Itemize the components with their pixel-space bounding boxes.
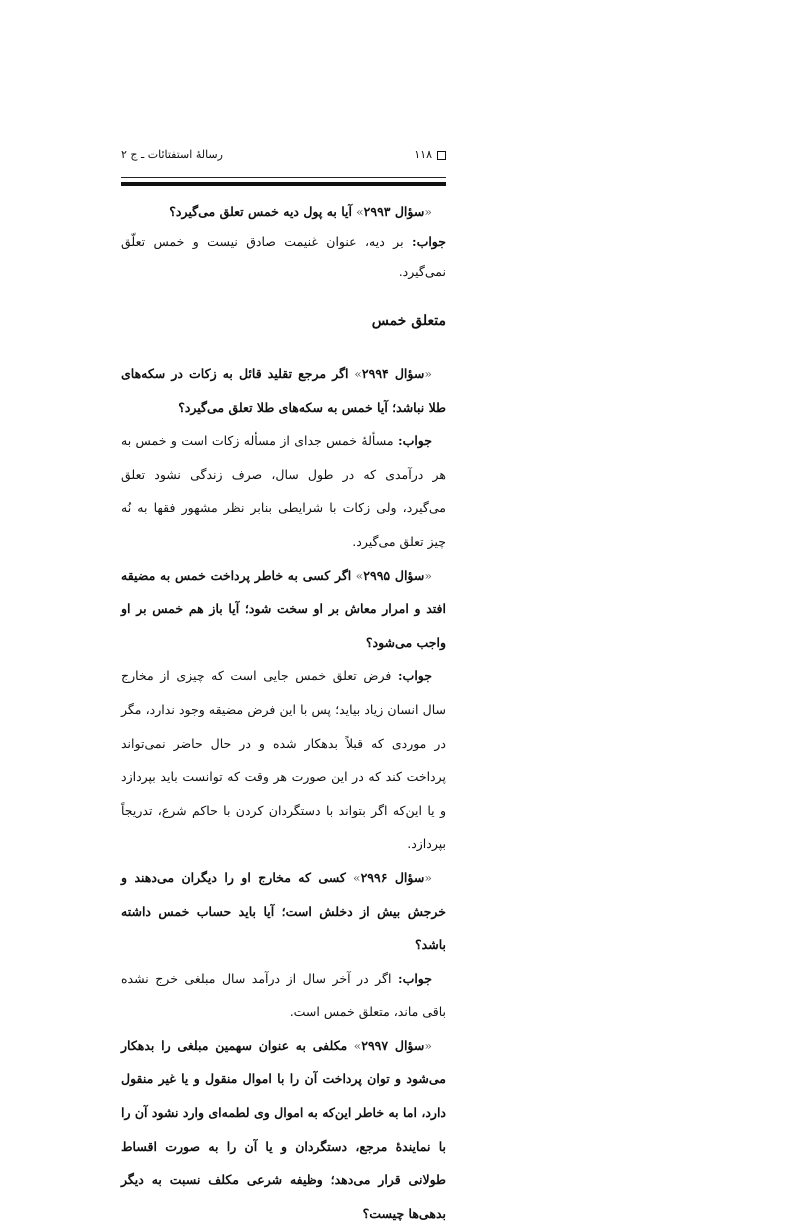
questions-list: [121, 357, 446, 1230]
running-title: رسالهٔ استفتائات ـ ج ۲: [121, 148, 223, 161]
header-rule-thick: [121, 182, 446, 186]
answer-text: بر دیه، عنوان غنیمت صادق نیست و خمس تعلّق نمی‌گیرد.: [121, 234, 446, 279]
answer: [121, 659, 446, 861]
answer-label: جواب:: [397, 970, 432, 986]
question: «سؤال ۲۹۹۶» کسی که مخارج او را دیگران می‌دهند و خرجش بیش از دخلش است؛ آیا باید حساب خمس داشته باشد؟: [121, 869, 446, 953]
question-label: سؤال ۲۹۹۵: [363, 567, 425, 583]
answer-text: اگر در آخر سال از درآمد سال مبلغی خرج نشده باقی ماند، متعلق خمس است.: [121, 970, 446, 1020]
question-text: کسی که مخارج او را دیگران می‌دهند و خرجش بیش از دخلش است؛ آیا باید حساب خمس داشته باشد؟: [121, 869, 446, 953]
square-ornament-icon: [437, 151, 446, 160]
answer: [121, 227, 446, 287]
answer: [121, 962, 446, 1029]
question-label: سؤال ۲۹۹۳: [363, 204, 425, 219]
question: «سؤال ۲۹۹۴» اگر مرجع تقلید قائل به زکات در سکه‌های طلا نباشد؛ آیا خمس به سکه‌های طلا تعلق می‌گیرد؟: [121, 366, 446, 415]
question-text: اگر مرجع تقلید قائل به زکات در سکه‌های طلا نباشد؛ آیا خمس به سکه‌های طلا تعلق می‌گیرد؟: [121, 366, 446, 415]
page-number: [414, 148, 446, 161]
answer-text: فرض تعلق خمس جایی است که چیزی از مخارج سال انسان زیاد بیاید؛ پس با این فرض مضیقه وجود ندارد، مگر در موردی که قبلاً بدهکار شده و در حال حاضر نمی‌تواند پرداخت کند که در این صورت هر وقت که توانست باید بپردازد و یا این‌که اگر بتواند با دستگردان کردن با حاکم شرع، تدریجاً بپردازد.: [121, 668, 446, 852]
question-label: سؤال ۲۹۹۷: [361, 1037, 425, 1053]
answer-text: مسألهٔ خمس جدای از مسأله زکات است و خمس به هر درآمدی که در طول سال، صرف زندگی نشود تعلق می‌گیرد، ولی زکات با شرایطی بنابر نظر مشهور فقها به نُه چیز تعلق می‌گیرد.: [121, 433, 446, 549]
page-number-text: ۱۱۸: [414, 148, 432, 161]
answer-label: جواب:: [397, 668, 432, 684]
header-rule-thin: [121, 177, 446, 178]
question: «سؤال ۲۹۹۷» مکلفی به عنوان سهمین مبلغی را بدهکار می‌شود و توان پرداخت آن را با اموال منقول و یا غیر منقول دارد، اما به خاطر این‌که به اموال وی لطمه‌ای وارد نشود آن را با نمایندهٔ مرجع، دستگردان و یا آن را به صورت اقساط طولانی قرار می‌دهد؛ وظیفه شرعی مکلف نسبت به دیگر بدهی‌ها چیست؟: [121, 1037, 446, 1221]
question-text: مکلفی به عنوان سهمین مبلغی را بدهکار می‌شود و توان پرداخت آن را با اموال منقول و یا غیر منقول دارد، اما به خاطر این‌که به اموال وی لطمه‌ای وارد نشود آن را با نمایندهٔ مرجع، دستگردان و یا آن را به صورت اقساط طولانی قرار می‌دهد؛ وظیفه شرعی مکلف نسبت به دیگر بدهی‌ها چیست؟: [121, 1037, 446, 1221]
question-label: سؤال ۲۹۹۴: [361, 366, 425, 381]
question-text: اگر کسی به خاطر پرداخت خمس به مضیقه افتد و امرار معاش بر او سخت شود؛ آیا باز هم خمس بر او واجب می‌شود؟: [121, 567, 446, 650]
section-heading: متعلق خمس: [371, 313, 446, 329]
answer: [121, 424, 446, 558]
question-block-2993: [121, 197, 446, 287]
question: «سؤال ۲۹۹۳» آیا به پول دیه خمس تعلق می‌گیرد؟: [169, 204, 432, 219]
question-text: آیا به پول دیه خمس تعلق می‌گیرد؟: [169, 204, 353, 219]
answer-label: جواب:: [411, 234, 446, 249]
question-label: سؤال ۲۹۹۶: [360, 869, 425, 885]
running-header: [121, 148, 446, 168]
answer-label: جواب:: [397, 433, 432, 449]
question: «سؤال ۲۹۹۵» اگر کسی به خاطر پرداخت خمس به مضیقه افتد و امرار معاش بر او سخت شود؛ آیا باز هم خمس بر او واجب می‌شود؟: [121, 567, 446, 650]
